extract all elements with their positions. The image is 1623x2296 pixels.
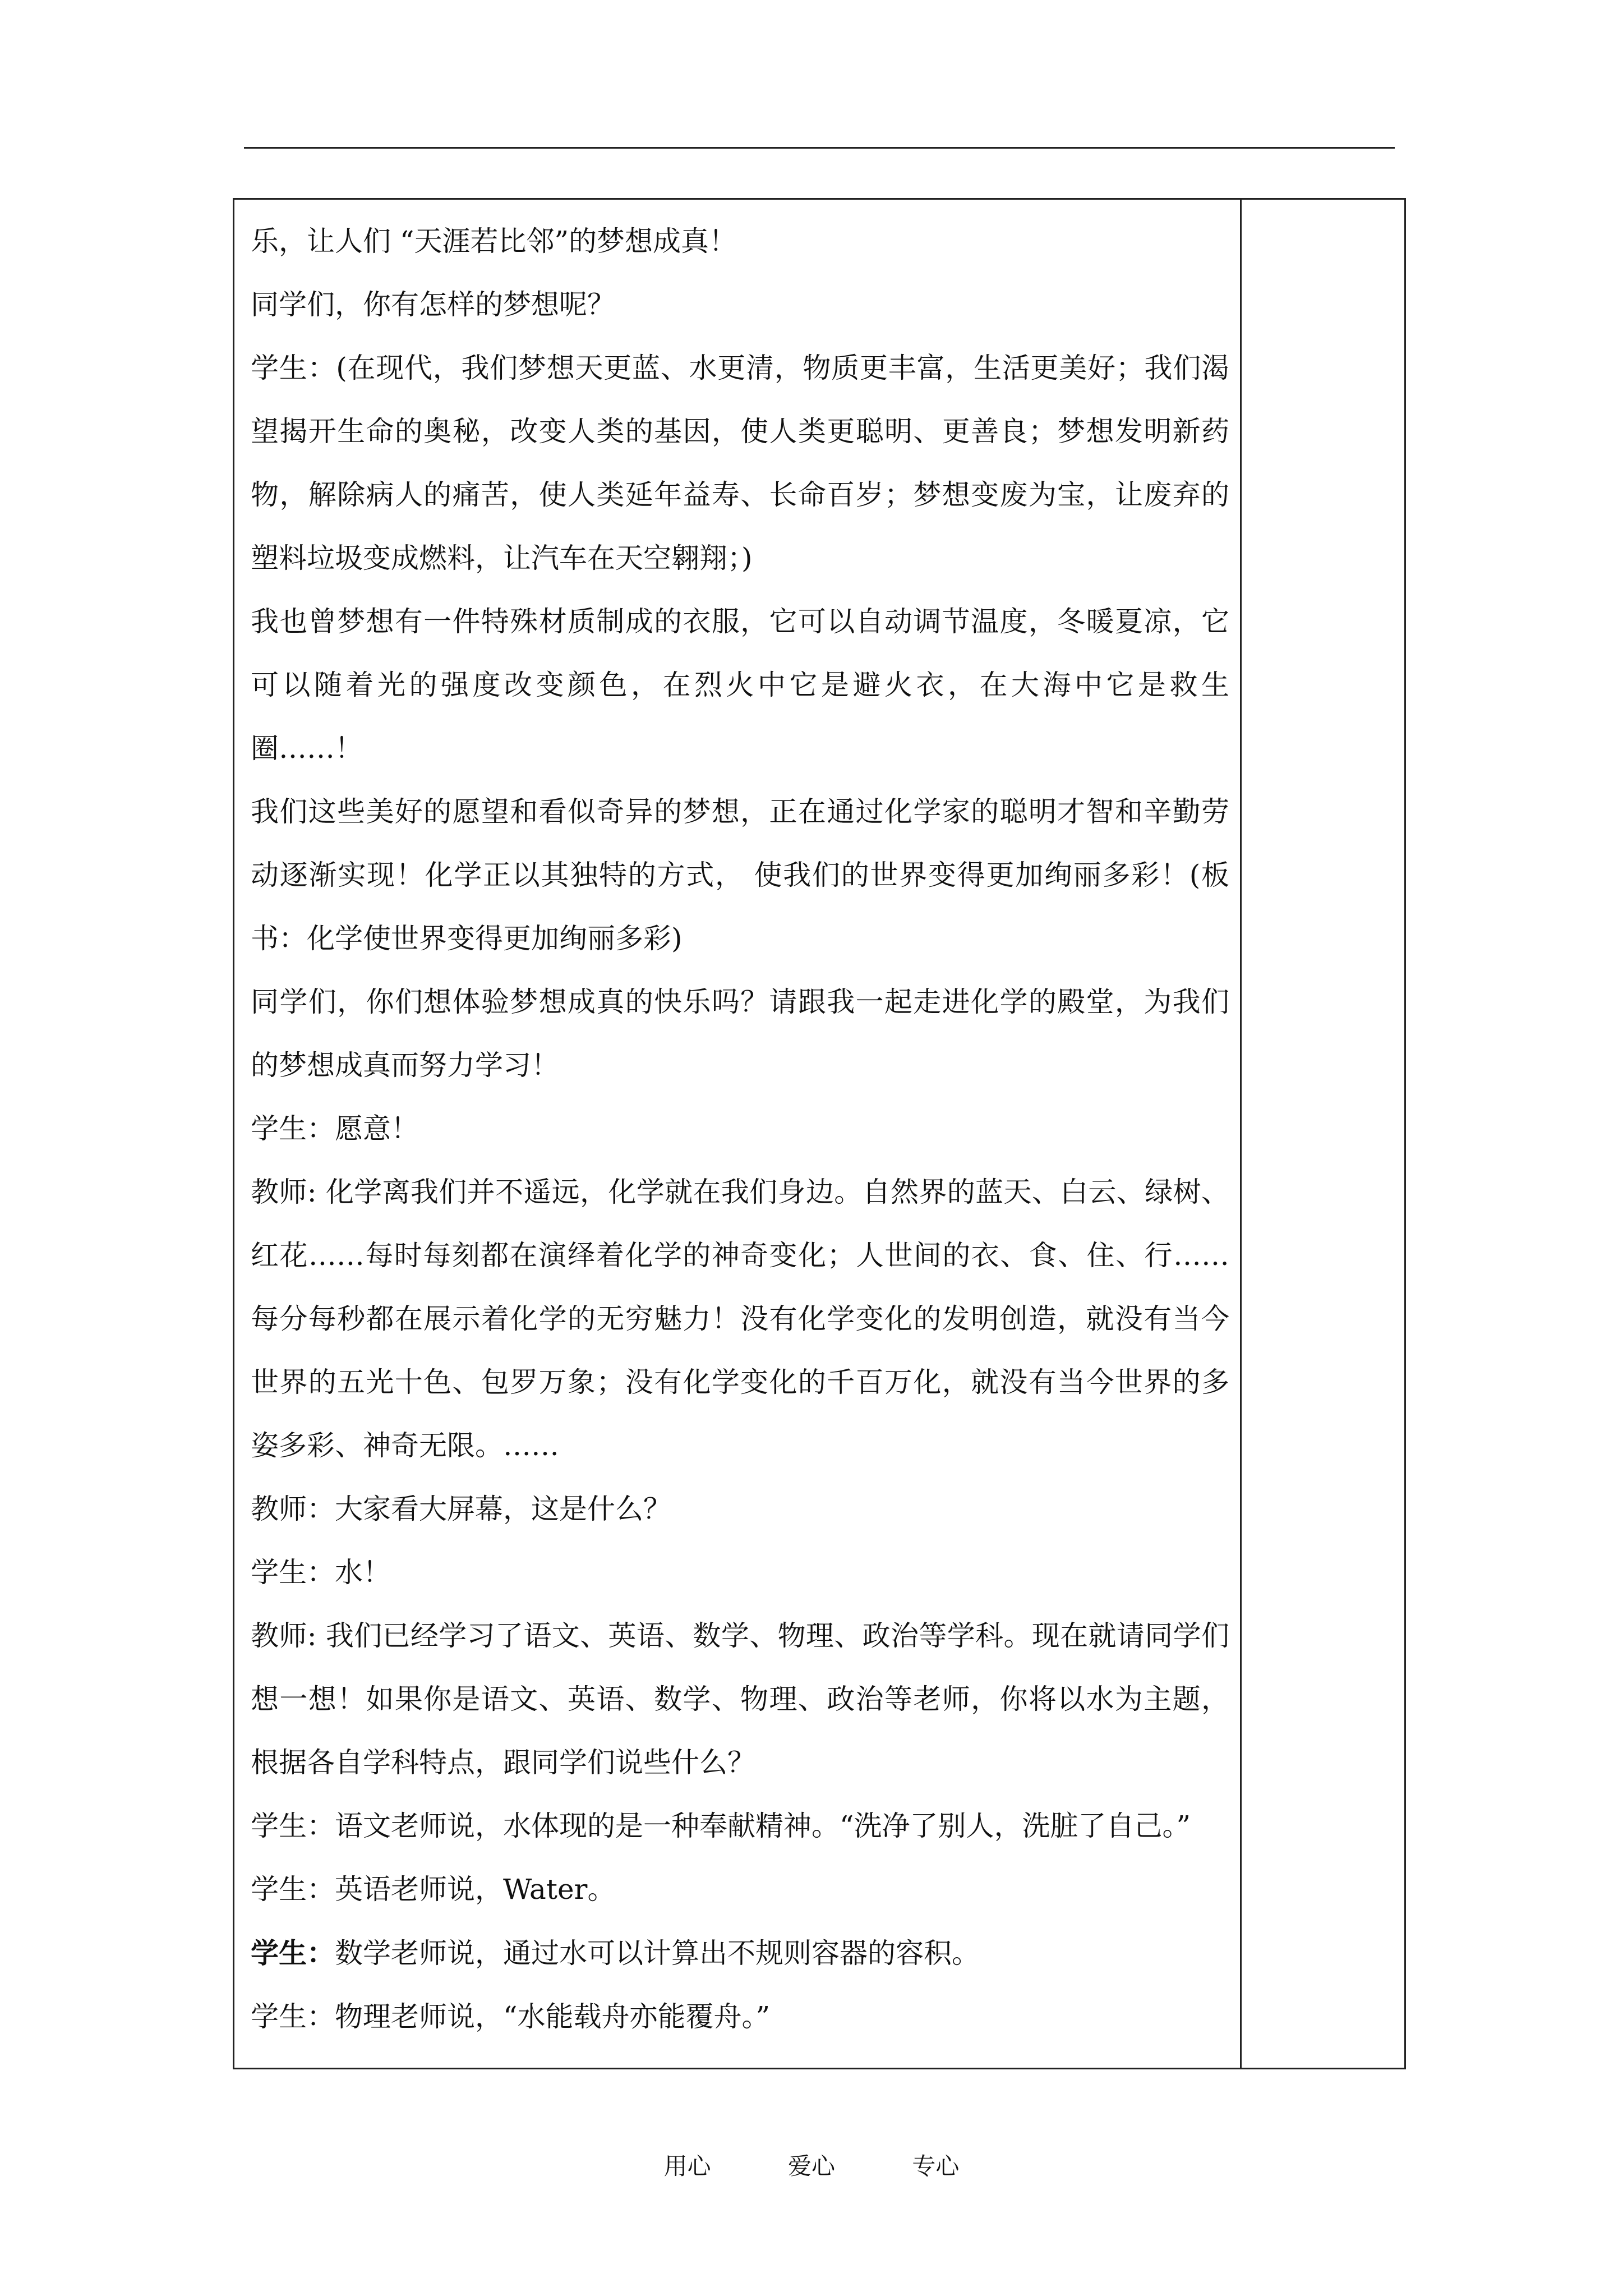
paragraph-13: 学生：英语老师说，Water。 [251, 1873, 616, 1906]
header-rule [244, 147, 1395, 149]
footer-item-2: 爱心 [787, 2152, 835, 2180]
footer-item-1: 用心 [663, 2152, 711, 2180]
paragraph-15: 学生：物理老师说，“水能载舟亦能覆舟。” [251, 2000, 771, 2033]
bold-speaker-label: 学生： [251, 1936, 335, 1970]
paragraph-3: 学生：(在现代，我们梦想天更蓝、水更清，物质更丰富，生活更美好；我们渴望揭开生命的奥秘，改变人类的基因，使人类更聪明、更善良；梦想发明新药物，解除病人的痛苦，使人类延年益寿、长命百岁；梦想变废为宝，让废弃的塑料垃圾变成燃料，让汽车在天空翱翔；) [251, 352, 1229, 574]
paragraph-12: 学生：语文老师说，水体现的是一种奉献精神。“洗净了别人，洗脏了自己。” [251, 1810, 1191, 1842]
paragraph-9: 教师：大家看大屏幕，这是什么？ [251, 1493, 671, 1525]
paragraph-7: 学生：愿意！ [251, 1112, 419, 1145]
paragraph-14 [251, 1921, 1229, 1985]
paragraph-11: 教师: 我们已经学习了语文、英语、数学、物理、政治等学科。现在就请同学们想一想！如果你是语文、英语、数学、物理、政治等老师，你将以水为主题，根据各自学科特点，跟同学们说些什么？ [251, 1619, 1229, 1779]
paragraph-6: 同学们，你们想体验梦想成真的快乐吗？请跟我一起走进化学的殿堂，为我们的梦想成真而努力学习！ [251, 986, 1229, 1082]
lesson-content-cell [251, 210, 1229, 2049]
paragraph-5: 我们这些美好的愿望和看似奇异的梦想，正在通过化学家的聪明才智和辛勤劳动逐渐实现！化学正以其独特的方式， 使我们的世界变得更加绚丽多彩！(板书：化学使世界变得更加绚丽多彩) [251, 795, 1229, 955]
lesson-table [233, 198, 1406, 2069]
paragraph-14-text: 数学老师说，通过水可以计算出不规则容器的容积。 [335, 1937, 980, 1970]
paragraph-1: 乐，让人们 “天涯若比邻”的梦想成真！ [251, 225, 737, 257]
paragraph-10: 学生：水！ [251, 1556, 391, 1589]
page-footer [0, 2150, 1623, 2183]
paragraph-8: 教师: 化学离我们并不遥远，化学就在我们身边。自然界的蓝天、白云、绿树、红花……每时每刻都在演绎着化学的神奇变化；人世间的衣、食、住、行……每分每秒都在展示着化学的无穷魅力！没有化学变化的发明创造，就没有当今世界的五光十色、包罗万象；没有化学变化的千百万化，就没有当今世界的多姿多彩、神奇无限。…… [251, 1176, 1229, 1462]
notes-cell [1242, 200, 1404, 2068]
paragraph-4: 我也曾梦想有一件特殊材质制成的衣服，它可以自动调节温度，冬暖夏凉，它可以随着光的强度改变颜色，在烈火中它是避火衣，在大海中它是救生圈……！ [251, 605, 1229, 765]
footer-item-3: 专心 [912, 2152, 960, 2180]
paragraph-2: 同学们，你有怎样的梦想呢？ [251, 288, 615, 321]
